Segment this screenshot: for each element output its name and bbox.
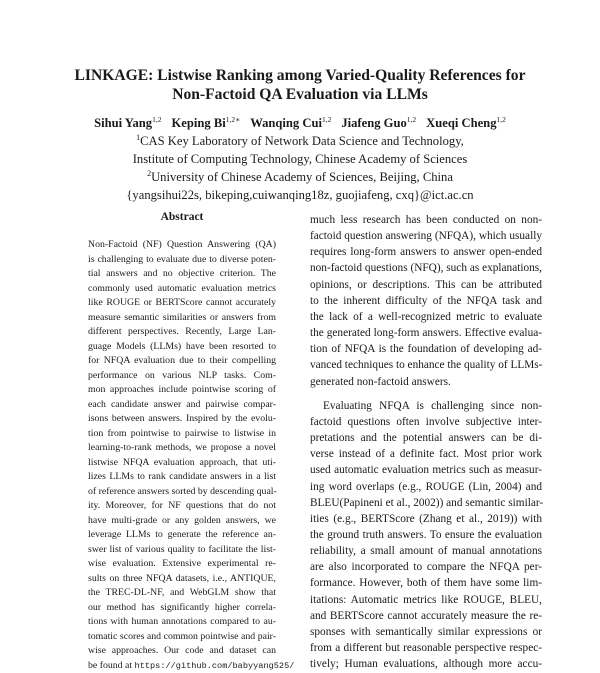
abstract-heading: Abstract bbox=[88, 210, 276, 224]
intro-paragraph-1 bbox=[310, 212, 542, 390]
abstract-line: wise evaluation. Extensive experimental re- bbox=[88, 557, 276, 572]
body-line: much less research has been conducted on non- bbox=[310, 212, 542, 228]
title-line: LINKAGE: Listwise Ranking among Varied-Quality References for bbox=[60, 66, 540, 85]
affiliation-marker: 2 bbox=[147, 169, 151, 178]
abstract-line: tions with human annotations compared to au- bbox=[88, 615, 276, 630]
author-block bbox=[40, 114, 560, 204]
abstract-line: is challenging to evaluate due to diverse poten- bbox=[88, 253, 276, 268]
abstract-line: tomatic scores and common pointwise and pair- bbox=[88, 630, 276, 645]
abstract-line: have multi-grade or any golden answers, we bbox=[88, 514, 276, 529]
body-line: non-factoid questions (NFQ), such as explanations, bbox=[310, 260, 542, 276]
affiliation-line bbox=[40, 150, 560, 168]
author-name bbox=[171, 116, 240, 130]
author-affil-marker: 1,2∗ bbox=[226, 115, 240, 124]
author-affil-marker: 1,2 bbox=[497, 115, 506, 124]
body-line: from a different but reasonable perspective respec- bbox=[310, 640, 542, 656]
author-name-text: Sihui Yang bbox=[94, 116, 152, 130]
introduction-column bbox=[310, 212, 542, 672]
body-line: tively; Human evaluations, although more accu- bbox=[310, 656, 542, 672]
author-affil-marker: 1,2 bbox=[407, 115, 416, 124]
body-line: requires long-form answers to answer open-ended bbox=[310, 244, 542, 260]
author-name bbox=[94, 116, 161, 130]
abstract-line: each candidate answer and pairwise compar- bbox=[88, 398, 276, 413]
body-line: ing word overlaps (e.g., ROUGE (Lin, 2004) and bbox=[310, 479, 542, 495]
abstract-body bbox=[88, 238, 276, 659]
paper-title bbox=[60, 66, 540, 104]
body-line: ities (e.g., BERTScore (Zhang et al., 2019)) with bbox=[310, 511, 542, 527]
author-name-text: Wanqing Cui bbox=[250, 116, 322, 130]
body-line: BLEU(Papineni et al., 2002)) and semantic similar- bbox=[310, 495, 542, 511]
affiliation-line bbox=[40, 186, 560, 204]
abstract-line: swer list of various quality to facilitate the list- bbox=[88, 543, 276, 558]
abstract-line: ity. Moreover, for NF questions that do not bbox=[88, 499, 276, 514]
abstract-line: for NFQA evaluation due to their compelling bbox=[88, 354, 276, 369]
author-name-text: Xueqi Cheng bbox=[426, 116, 496, 130]
abstract-line: like ROUGE or BERTScore cannot accurately bbox=[88, 296, 276, 311]
abstract-line: tial answers and no objective criterion. The bbox=[88, 267, 276, 282]
affiliation-line bbox=[40, 132, 560, 150]
abstract-line: different perspectives. Recently, Large Lan- bbox=[88, 325, 276, 340]
body-line: the ground truth answers. To ensure the evaluation bbox=[310, 527, 542, 543]
affiliation-line bbox=[40, 168, 560, 186]
affiliation-text: Institute of Computing Technology, Chinese Academy of Sciences bbox=[133, 152, 468, 166]
abstract-line: the TREC-DL-NF, and WebGLM show that bbox=[88, 586, 276, 601]
abstract-line: mon approaches include pointwise scoring of bbox=[88, 383, 276, 398]
abstract-line: sults on three NFQA datasets, i.e., ANTIQUE, bbox=[88, 572, 276, 587]
affiliation-marker: 1 bbox=[136, 133, 140, 142]
body-line: tion of NFQA is the foundation of developing ad- bbox=[310, 341, 542, 357]
body-line: formance. However, both of them have some lim- bbox=[310, 575, 542, 591]
body-line: the generated long-form answers. Effective evalua- bbox=[310, 325, 542, 341]
affiliation-text: University of Chinese Academy of Sciences, Beijing, China bbox=[151, 170, 453, 184]
abstract-line: of reference answers sorted by descending qual- bbox=[88, 485, 276, 500]
author-name bbox=[250, 116, 331, 130]
body-line: reliability, a small amount of manual annotations bbox=[310, 543, 542, 559]
abstract-line: isons between answers. Inspired by the evolu- bbox=[88, 412, 276, 427]
abstract-line: leverage LLMs to generate the reference an- bbox=[88, 528, 276, 543]
abstract-line: measure semantic similarities or answers from bbox=[88, 311, 276, 326]
abstract-line: guage Models (LLMs) have been resorted to bbox=[88, 340, 276, 355]
body-line: factoid question answering (NFQA), which usually bbox=[310, 228, 542, 244]
body-line: vanced techniques to enhance the quality of LLMs- bbox=[310, 357, 542, 373]
intro-paragraph-2 bbox=[310, 398, 542, 673]
body-line: Evaluating NFQA is challenging since non- bbox=[310, 398, 542, 414]
body-line: sponses with semantically similar expressions or bbox=[310, 624, 542, 640]
abstract-last-line-text: be found at bbox=[88, 660, 135, 671]
abstract-line: performance on various NLP tasks. Com- bbox=[88, 369, 276, 384]
affiliation-text: CAS Key Laboratory of Network Data Science and Technology, bbox=[140, 134, 464, 148]
abstract-line: tion from pointwise to pairwise to listwise in bbox=[88, 427, 276, 442]
body-line: itations: Automatic metrics like ROUGE, BLEU, bbox=[310, 592, 542, 608]
abstract-line: our method has significantly higher correla- bbox=[88, 601, 276, 616]
abstract-line: lizes LLMs to rank candidate answers in a list bbox=[88, 470, 276, 485]
author-affil-marker: 1,2 bbox=[152, 115, 161, 124]
body-line: used automatic evaluation metrics such as measur- bbox=[310, 462, 542, 478]
author-list bbox=[40, 114, 560, 132]
author-name bbox=[341, 116, 416, 130]
body-line: pretations and the potential answers can be di- bbox=[310, 430, 542, 446]
body-line: the lack of a well-recognized metric to evaluate bbox=[310, 309, 542, 325]
body-line: to the inherent difficulty of the NFQA task and bbox=[310, 293, 542, 309]
abstract-line: commonly used automatic evaluation metrics bbox=[88, 282, 276, 297]
author-name-text: Keping Bi bbox=[171, 116, 225, 130]
author-name-text: Jiafeng Guo bbox=[341, 116, 406, 130]
body-line: verse instead of a definite fact. Most prior work bbox=[310, 446, 542, 462]
affiliation-text: {yangsihui22s, bikeping,cuiwanqing18z, guojiafeng, cxq}@ict.ac.cn bbox=[126, 188, 473, 202]
abstract-line: Non-Factoid (NF) Question Answering (QA) bbox=[88, 238, 276, 253]
author-name bbox=[426, 116, 506, 130]
abstract-line: learning-to-rank methods, we propose a novel bbox=[88, 441, 276, 456]
body-line: opinions, or descriptions. This can be attributed bbox=[310, 277, 542, 293]
abstract-line: listwise NFQA evaluation approach, that uti- bbox=[88, 456, 276, 471]
body-line: generated non-factoid answers. bbox=[310, 374, 542, 390]
abstract-last-line bbox=[88, 659, 276, 673]
body-line: factoid questions often involve subjective inter- bbox=[310, 414, 542, 430]
author-affil-marker: 1,2 bbox=[322, 115, 331, 124]
abstract-column bbox=[88, 210, 276, 673]
body-line: and BERTScore cannot accurately measure the re- bbox=[310, 608, 542, 624]
code-url-link[interactable]: https://github.com/babyyang525/ bbox=[135, 661, 295, 671]
affiliations bbox=[40, 132, 560, 204]
body-line: are also incorporated to compare the NFQA per- bbox=[310, 559, 542, 575]
abstract-line: wise approaches. Our code and dataset can bbox=[88, 644, 276, 659]
title-line: Non-Factoid QA Evaluation via LLMs bbox=[60, 85, 540, 104]
